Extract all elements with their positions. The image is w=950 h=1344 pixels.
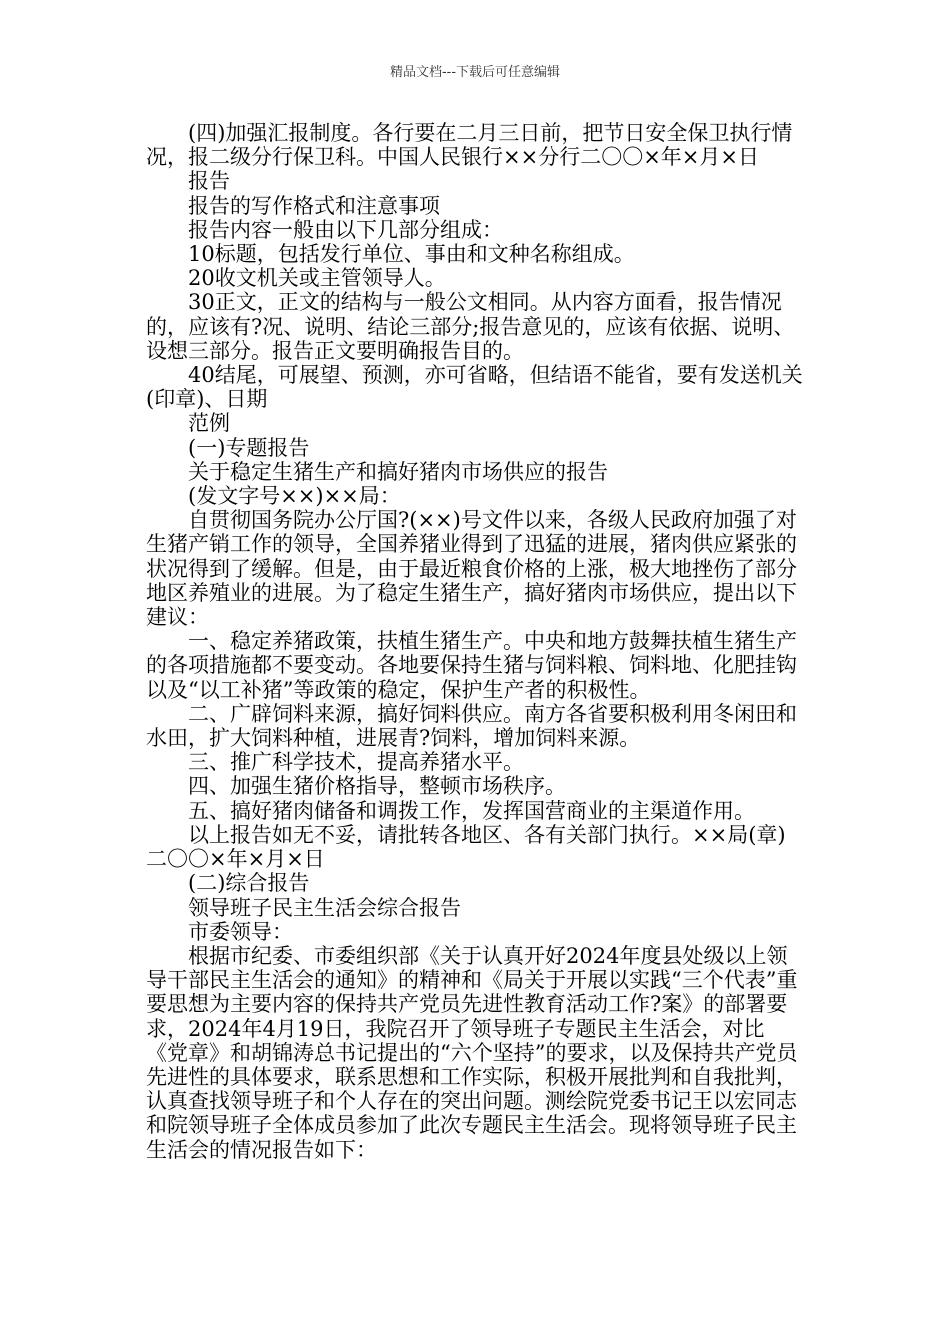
paragraph: (一)专题报告 xyxy=(188,435,310,460)
paragraph: 五、搞好猪肉储备和调拨工作，发挥国营商业的主渠道作用。 xyxy=(188,798,755,823)
paragraph: 二、广辟饲料来源，搞好饲料供应。南方各省要积极利用冬闲田和水田，扩大饲料种植，进展青?饲料，增加饲料来源。 xyxy=(146,701,797,751)
paragraph: 一、稳定养猪政策，扶植生猪生产。中央和地方鼓舞扶植生猪生产的各项措施都不要变动。各地要保持生猪与饲料粮、饲料地、化肥挂钩以及“以工补猪”等政策的稳定，保护生产者的积极性。 xyxy=(146,629,797,702)
paragraph: 以上报告如无不妥，请批转各地区、各有关部门执行。××局(章)二〇〇×年×月×日 xyxy=(146,822,786,872)
paragraph: 30正文，正文的结构与一般公文相同。从内容方面看，报告情况的，应该有?况、说明、结论三部分;报告意见的，应该有依据、说明、设想三部分。报告正文要明确报告目的。 xyxy=(146,290,795,363)
paragraph: 范例 xyxy=(188,411,230,436)
page-header: 精品文档---下载后可任意编辑 xyxy=(389,65,561,80)
paragraph: 三、推广科学技术，提高养猪水平。 xyxy=(188,750,524,775)
paragraph: 市委领导： xyxy=(188,919,293,944)
paragraph: 10标题，包括发行单位、事由和文种名称组成。 xyxy=(188,242,635,267)
paragraph: (二)综合报告 xyxy=(188,871,310,896)
paragraph: 根据市纪委、市委组织部《关于认真开好2024年度县处级以上领导干部民主生活会的通知》的精神和《局关于开展以实践“三个代表”重要思想为主要内容的保持共产党员先进性教育活动工作?案》的部署要求，2024年4月19日，我院召开了领导班子专题民主生活会，对比《党章》和胡锦涛总书记提出的“六个坚持”的要求，以及保持共产党员先进性的具体要求，联系思想和工作实际，积极开展批判和自我批判，认真查找领导班子和个人存在的突出问题。测绘院党委书记王以宏同志和院领导班子全体成员参加了此次专题民主生活会。现将领导班子民主生活会的情况报告如下： xyxy=(146,943,798,1162)
paragraph: 40结尾，可展望、预测，亦可省略，但结语不能省，要有发送机关(印章)、日期 xyxy=(146,363,803,412)
paragraph: 关于稳定生猪生产和搞好猪肉市场供应的报告 xyxy=(188,459,608,484)
paragraph: 报告 xyxy=(188,169,230,194)
paragraph: 报告的写作格式和注意事项 xyxy=(188,193,440,218)
paragraph: 自贯彻国务院办公厅国?(××)号文件以来，各级人民政府加强了对生猪产销工作的领导，全国养猪业得到了迅猛的进展，猪肉供应紧张的状况得到了缓解。但是，由于最近粮食价格的上涨，极大地挫伤了部分地区养殖业的进展。为了稳定生猪生产，搞好猪肉市场供应，提出以下建议： xyxy=(146,508,797,630)
paragraph: 四、加强生猪价格指导，整顿市场秩序。 xyxy=(188,774,566,799)
document-body xyxy=(146,121,806,1162)
paragraph: (四)加强汇报制度。各行要在二月三日前，把节日安全保卫执行情况，报二级分行保卫科。中国人民银行××分行二〇〇×年×月×日 xyxy=(146,121,793,170)
paragraph: 20收文机关或主管领导人。 xyxy=(188,266,446,291)
paragraph: (发文字号××)××局： xyxy=(188,484,401,509)
paragraph: 报告内容一般由以下几部分组成： xyxy=(188,217,503,242)
paragraph: 领导班子民主生活会综合报告 xyxy=(188,895,461,920)
